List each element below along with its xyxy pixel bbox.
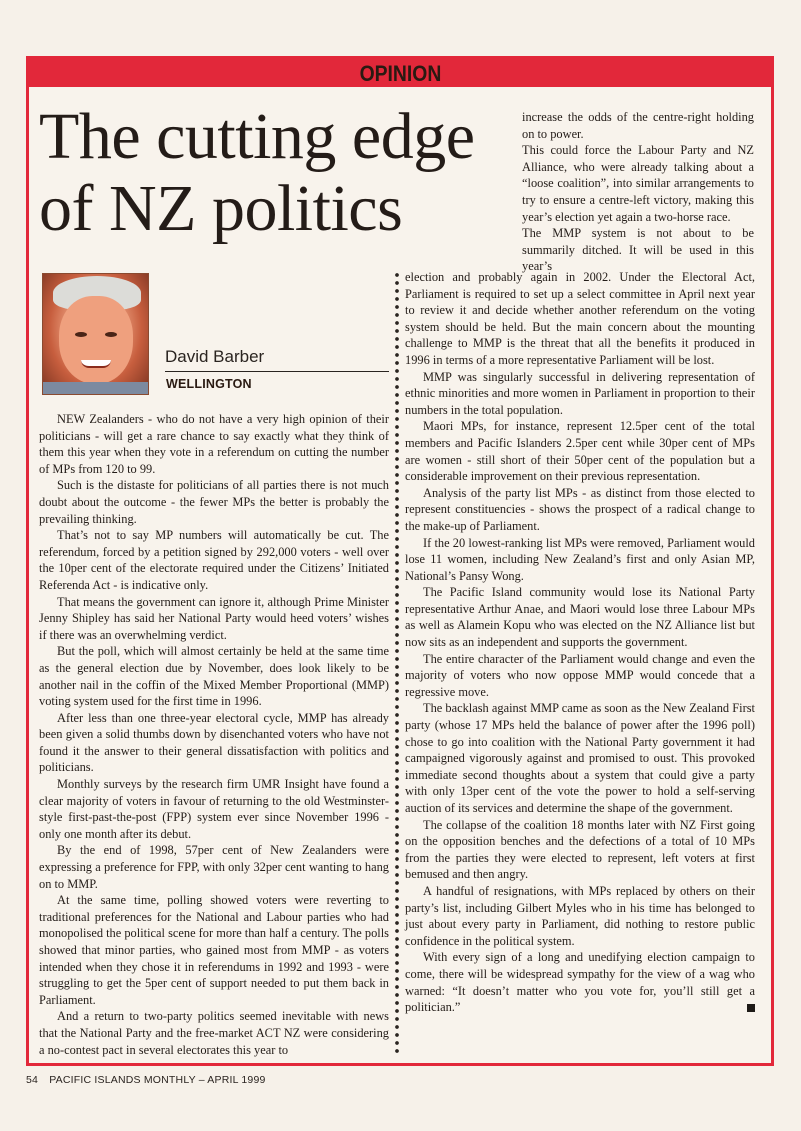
paragraph: With every sign of a long and unedifying election campaign to come, there will be widespread sympathy for the view of a wag who warned: “It doesn’t matter who you vote for, you’ll still get a politician.” [405,950,755,1015]
author-photo [42,273,149,395]
end-mark [747,1004,755,1012]
paragraph: And a return to two-party politics seemed inevitable with news that the National Party and the free-market ACT NZ were considering a no-contest pact in several electorates this year to [39,1009,389,1057]
paragraph: A handful of resignations, with MPs replaced by others on their party’s list, including Gilbert Myles who in his time has belonged to just about every party in Parliament, did nothing to restore public confidence in the political system. [405,883,755,948]
publication-line: PACIFIC ISLANDS MONTHLY – APRIL 1999 [49,1074,266,1086]
page-footer [26,1074,266,1086]
paragraph: election and probably again in 2002. Under the Electoral Act, Parliament is required to set up a select committee in April next year to review it and decide whether another referendum on the voting system should be held. But the main concern about the mounting challenge to MMP is the threat that all the benefits it produced in 1996 in terms of a more representative Parliament will be lost. [405,270,755,367]
paragraph: NEW Zealanders - who do not have a very high opinion of their politicians - will get a rare chance to say exactly what they think of them this year when they vote in a referendum on cutting the number of MPs from 120 to 99. [39,412,389,476]
author-name: David Barber [165,347,265,366]
paragraph: Maori MPs, for instance, represent 12.5per cent of the total members and Pacific Islanders 2.5per cent while 30per cent of MPs are women - still short of their 50per cent of the population but a considerable improvement on their previous representation. [405,419,755,484]
article-frame [26,56,774,1066]
section-label: OPINION [359,61,441,86]
paragraph: MMP was singularly successful in delivering representation of ethnic minorities and more women in Parliament in proportion to their numbers in the total population. [405,369,755,417]
paragraph: Monthly surveys by the research firm UMR Insight have found a clear majority of voters in favour of returning to the old Westminster-style first-past-the-post (FPP) system ever since November 1996 - only one month after its debut. [39,777,389,841]
paragraph: At the same time, polling showed voters were reverting to traditional preferences for the National and Labour parties who had monopolised the political scene for more than half a century. The polls showed that minor parties, who gained most from MMP - as voters intended when they chose it in referendums in 1992 and 1993 - were struggling to get the 5per cent of support needed to put them back in Parliament. [39,893,389,1007]
paragraph: Analysis of the party list MPs - as distinct from those elected to represent constituencies - shows the prospect of a radical change to the make-up of Parliament. [405,485,755,533]
paragraph: If the 20 lowest-ranking list MPs were removed, Parliament would lose 11 women, including New Zealand’s first and only Asian MP, National’s Pansy Wong. [405,535,755,583]
paragraph-last [405,949,755,1015]
paragraph: That’s not to say MP numbers will automatically be cut. The referendum, forced by a petition signed by 292,000 voters - well over the 10per cent of the electorate required under the Citizens’ Initiated Referenda Act - is indicative only. [39,528,389,592]
paragraph: That means the government can ignore it, although Prime Minister Jenny Shipley has said her National Party would heed voters’ wishes if there was an overwhelming verdict. [39,594,389,642]
column-divider [395,271,399,1056]
paragraph: increase the odds of the centre-right holding on to power. [522,110,754,141]
paragraph: The Pacific Island community would lose its National Party representative Arthur Anae, and Maori would lose three Labour MPs as well as Alamein Kopu who was elected on the NZ Alliance list but now sits as an independent and supports the government. [405,585,755,650]
paragraph: But the poll, which will almost certainly be held at the same time as the general election due by November, does look likely to be another nail in the coffin of the Mixed Member Proportional (MMP) voting system used for the first time in 1996. [39,644,389,709]
paragraph: This could force the Labour Party and NZ Alliance, who were already talking about a “loose coalition”, into similar arrangements to try to ensure a centre-left victory, making this year’s election yet again a two-horse race. [522,143,754,224]
paragraph: The backlash against MMP came as soon as the New Zealand First party (whose 17 MPs held the balance of power after the 1996 poll) chose to go into coalition with the National Party government it had campaigned vigorously against and promised to oust. This provoked immediate second thoughts about a system that could give a party with only 13per cent of the vote the power to hold a self-serving auction of its services and determine the shape of the government. [405,701,755,815]
paragraph: The collapse of the coalition 18 months later with NZ First going on the opposition benches and the defections of a total of 10 MPs from the parties they were elected to represent, left voters at first bemused and then angry. [405,817,755,882]
right-column [405,269,755,1016]
left-column [39,411,389,1058]
page-number: 54 [26,1074,39,1086]
paragraph: Such is the distaste for politicians of all parties there is not much doubt about the outcome - the fewer MPs the better is probably the prevailing thinking. [39,478,389,526]
right-top-column [522,109,754,275]
paragraph: By the end of 1998, 57per cent of New Zealanders were expressing a preference for FPP, with only 32per cent wanting to hang on to MMP. [39,843,389,891]
dateline: WELLINGTON [166,377,252,391]
headline: The cutting edge of NZ politics [39,100,475,245]
paragraph: The MMP system is not about to be summarily ditched. It will be used in this year’s [522,226,754,274]
byline-rule [165,371,389,372]
section-banner [29,59,771,87]
paragraph: After less than one three-year electoral cycle, MMP has already been given a solid thumbs down by disenchanted voters who have not found it the answer to their general dissatisfaction with politics and politicians. [39,710,389,775]
paragraph: The entire character of the Parliament would change and even the majority of voters who now oppose MMP would concede that a regressive move. [405,651,755,699]
